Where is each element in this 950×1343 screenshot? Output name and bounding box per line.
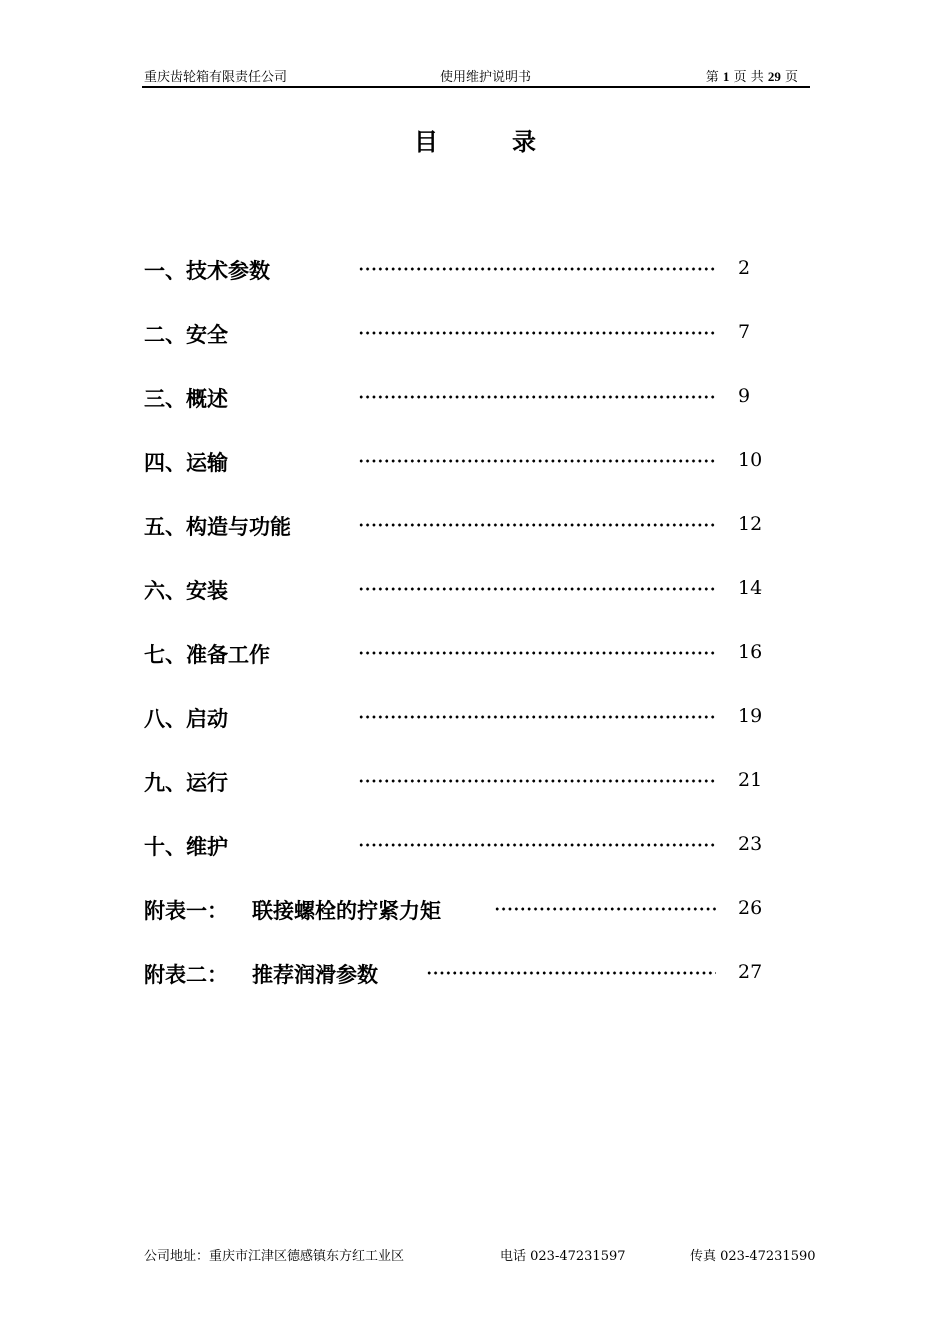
- header-document-title: 使用维护说明书: [440, 70, 532, 85]
- toc-entry-label: [144, 255, 270, 285]
- toc-entry-subtitle: 联接螺栓的拧紧力矩: [252, 898, 441, 923]
- toc-entry-title: 四、运输: [144, 450, 228, 475]
- toc-entry-title: 六、安装: [144, 578, 228, 603]
- toc-entry-title: 一、技术参数: [144, 258, 270, 283]
- page-suffix: 页: [784, 70, 798, 85]
- toc-entry-page-number: 21: [738, 769, 763, 791]
- page-header: [142, 64, 810, 88]
- toc-entry-page-number: 12: [738, 513, 763, 535]
- toc-dot-leader: [358, 459, 716, 463]
- toc-dot-leader: [358, 843, 716, 847]
- toc-entry-page-number: 14: [738, 577, 763, 599]
- toc-entry-page-number: 7: [738, 321, 751, 343]
- toc-dot-leader: [358, 523, 716, 527]
- toc-entry-label: [144, 383, 228, 413]
- toc-entry[interactable]: [142, 957, 782, 1021]
- toc-entry[interactable]: [142, 445, 782, 509]
- toc-dot-leader: [494, 907, 716, 911]
- toc-entry-subtitle: 推荐润滑参数: [252, 962, 378, 987]
- toc-entry[interactable]: [142, 381, 782, 445]
- toc-entry-label: [144, 895, 441, 925]
- toc-dot-leader: [358, 779, 716, 783]
- toc-entry-title: 附表二：: [144, 962, 228, 987]
- toc-entry-label: [144, 959, 378, 989]
- toc-entry[interactable]: [142, 637, 782, 701]
- toc-entry-label: [144, 447, 228, 477]
- toc-dot-leader: [358, 651, 716, 655]
- page-current: 1: [722, 69, 730, 84]
- table-of-contents: [142, 253, 782, 1021]
- footer-fax: 传真 023-47231590: [690, 1249, 816, 1264]
- page-total: 29: [767, 69, 781, 84]
- toc-entry-title: 七、准备工作: [144, 642, 270, 667]
- page-prefix: 第: [705, 70, 719, 85]
- title-char-2: 录: [512, 127, 536, 156]
- page-title: [0, 122, 950, 157]
- toc-entry-page-number: 16: [738, 641, 763, 663]
- toc-dot-leader: [358, 267, 716, 271]
- toc-dot-leader: [358, 587, 716, 591]
- toc-entry[interactable]: [142, 253, 782, 317]
- toc-entry-title: 十、维护: [144, 834, 228, 859]
- toc-entry-title: 三、概述: [144, 386, 228, 411]
- toc-entry-label: [144, 575, 228, 605]
- header-page-number: [706, 66, 798, 85]
- toc-dot-leader: [426, 971, 716, 975]
- toc-dot-leader: [358, 715, 716, 719]
- toc-entry-page-number: 9: [738, 385, 751, 407]
- title-char-1: 目: [414, 127, 438, 156]
- toc-entry-title: 二、安全: [144, 322, 228, 347]
- toc-entry-label: [144, 767, 228, 797]
- toc-entry[interactable]: [142, 765, 782, 829]
- footer-phone: 电话 023-47231597: [500, 1249, 626, 1264]
- toc-entry-page-number: 10: [738, 449, 763, 471]
- toc-entry-label: [144, 703, 228, 733]
- page-mid: 页 共: [733, 70, 764, 85]
- toc-entry-page-number: 19: [738, 705, 763, 727]
- toc-entry-title: 九、运行: [144, 770, 228, 795]
- toc-entry-page-number: 2: [738, 257, 751, 279]
- toc-entry-label: [144, 831, 228, 861]
- toc-entry[interactable]: [142, 701, 782, 765]
- toc-entry-label: [144, 319, 228, 349]
- toc-entry-label: [144, 511, 291, 541]
- toc-entry-title: 八、启动: [144, 706, 228, 731]
- toc-dot-leader: [358, 395, 716, 399]
- toc-entry-page-number: 27: [738, 961, 763, 983]
- toc-entry-title: 五、构造与功能: [144, 514, 291, 539]
- toc-dot-leader: [358, 331, 716, 335]
- toc-entry-page-number: 26: [738, 897, 763, 919]
- toc-entry-label: [144, 639, 270, 669]
- toc-entry-page-number: 23: [738, 833, 763, 855]
- toc-entry[interactable]: [142, 317, 782, 381]
- footer-address: 公司地址：重庆市江津区德感镇东方红工业区: [144, 1249, 405, 1264]
- toc-entry[interactable]: [142, 829, 782, 893]
- toc-entry-title: 附表一：: [144, 898, 228, 923]
- toc-entry[interactable]: [142, 509, 782, 573]
- header-company: 重庆齿轮箱有限责任公司: [144, 70, 288, 85]
- toc-entry[interactable]: [142, 573, 782, 637]
- toc-entry[interactable]: [142, 893, 782, 957]
